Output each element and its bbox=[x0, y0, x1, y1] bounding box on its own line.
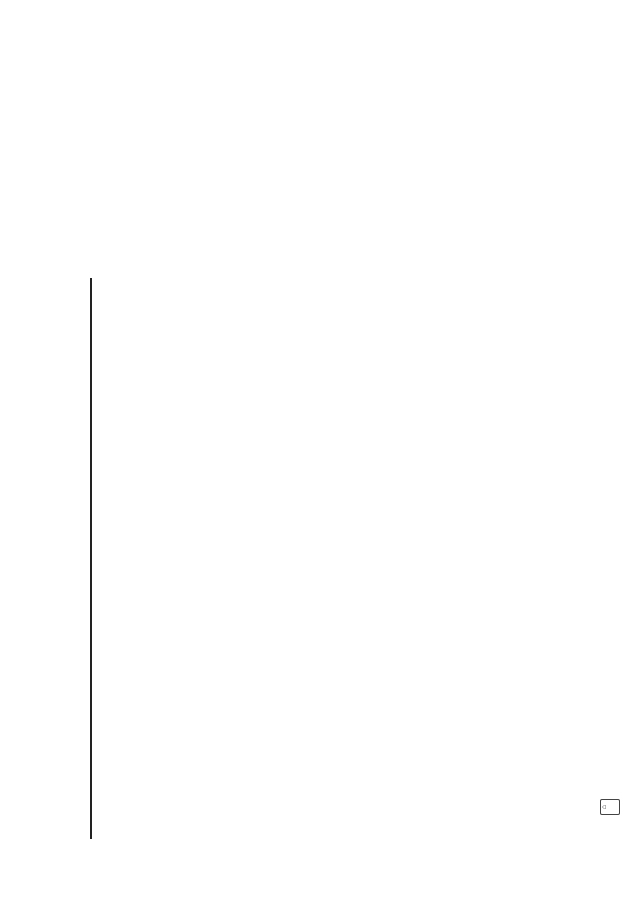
section-heading-row bbox=[91, 278, 92, 839]
page-footer bbox=[570, 0, 640, 905]
section-heading bbox=[91, 278, 92, 839]
budget-table bbox=[90, 278, 92, 839]
document-stamp-icon: ⌂ bbox=[600, 799, 620, 815]
